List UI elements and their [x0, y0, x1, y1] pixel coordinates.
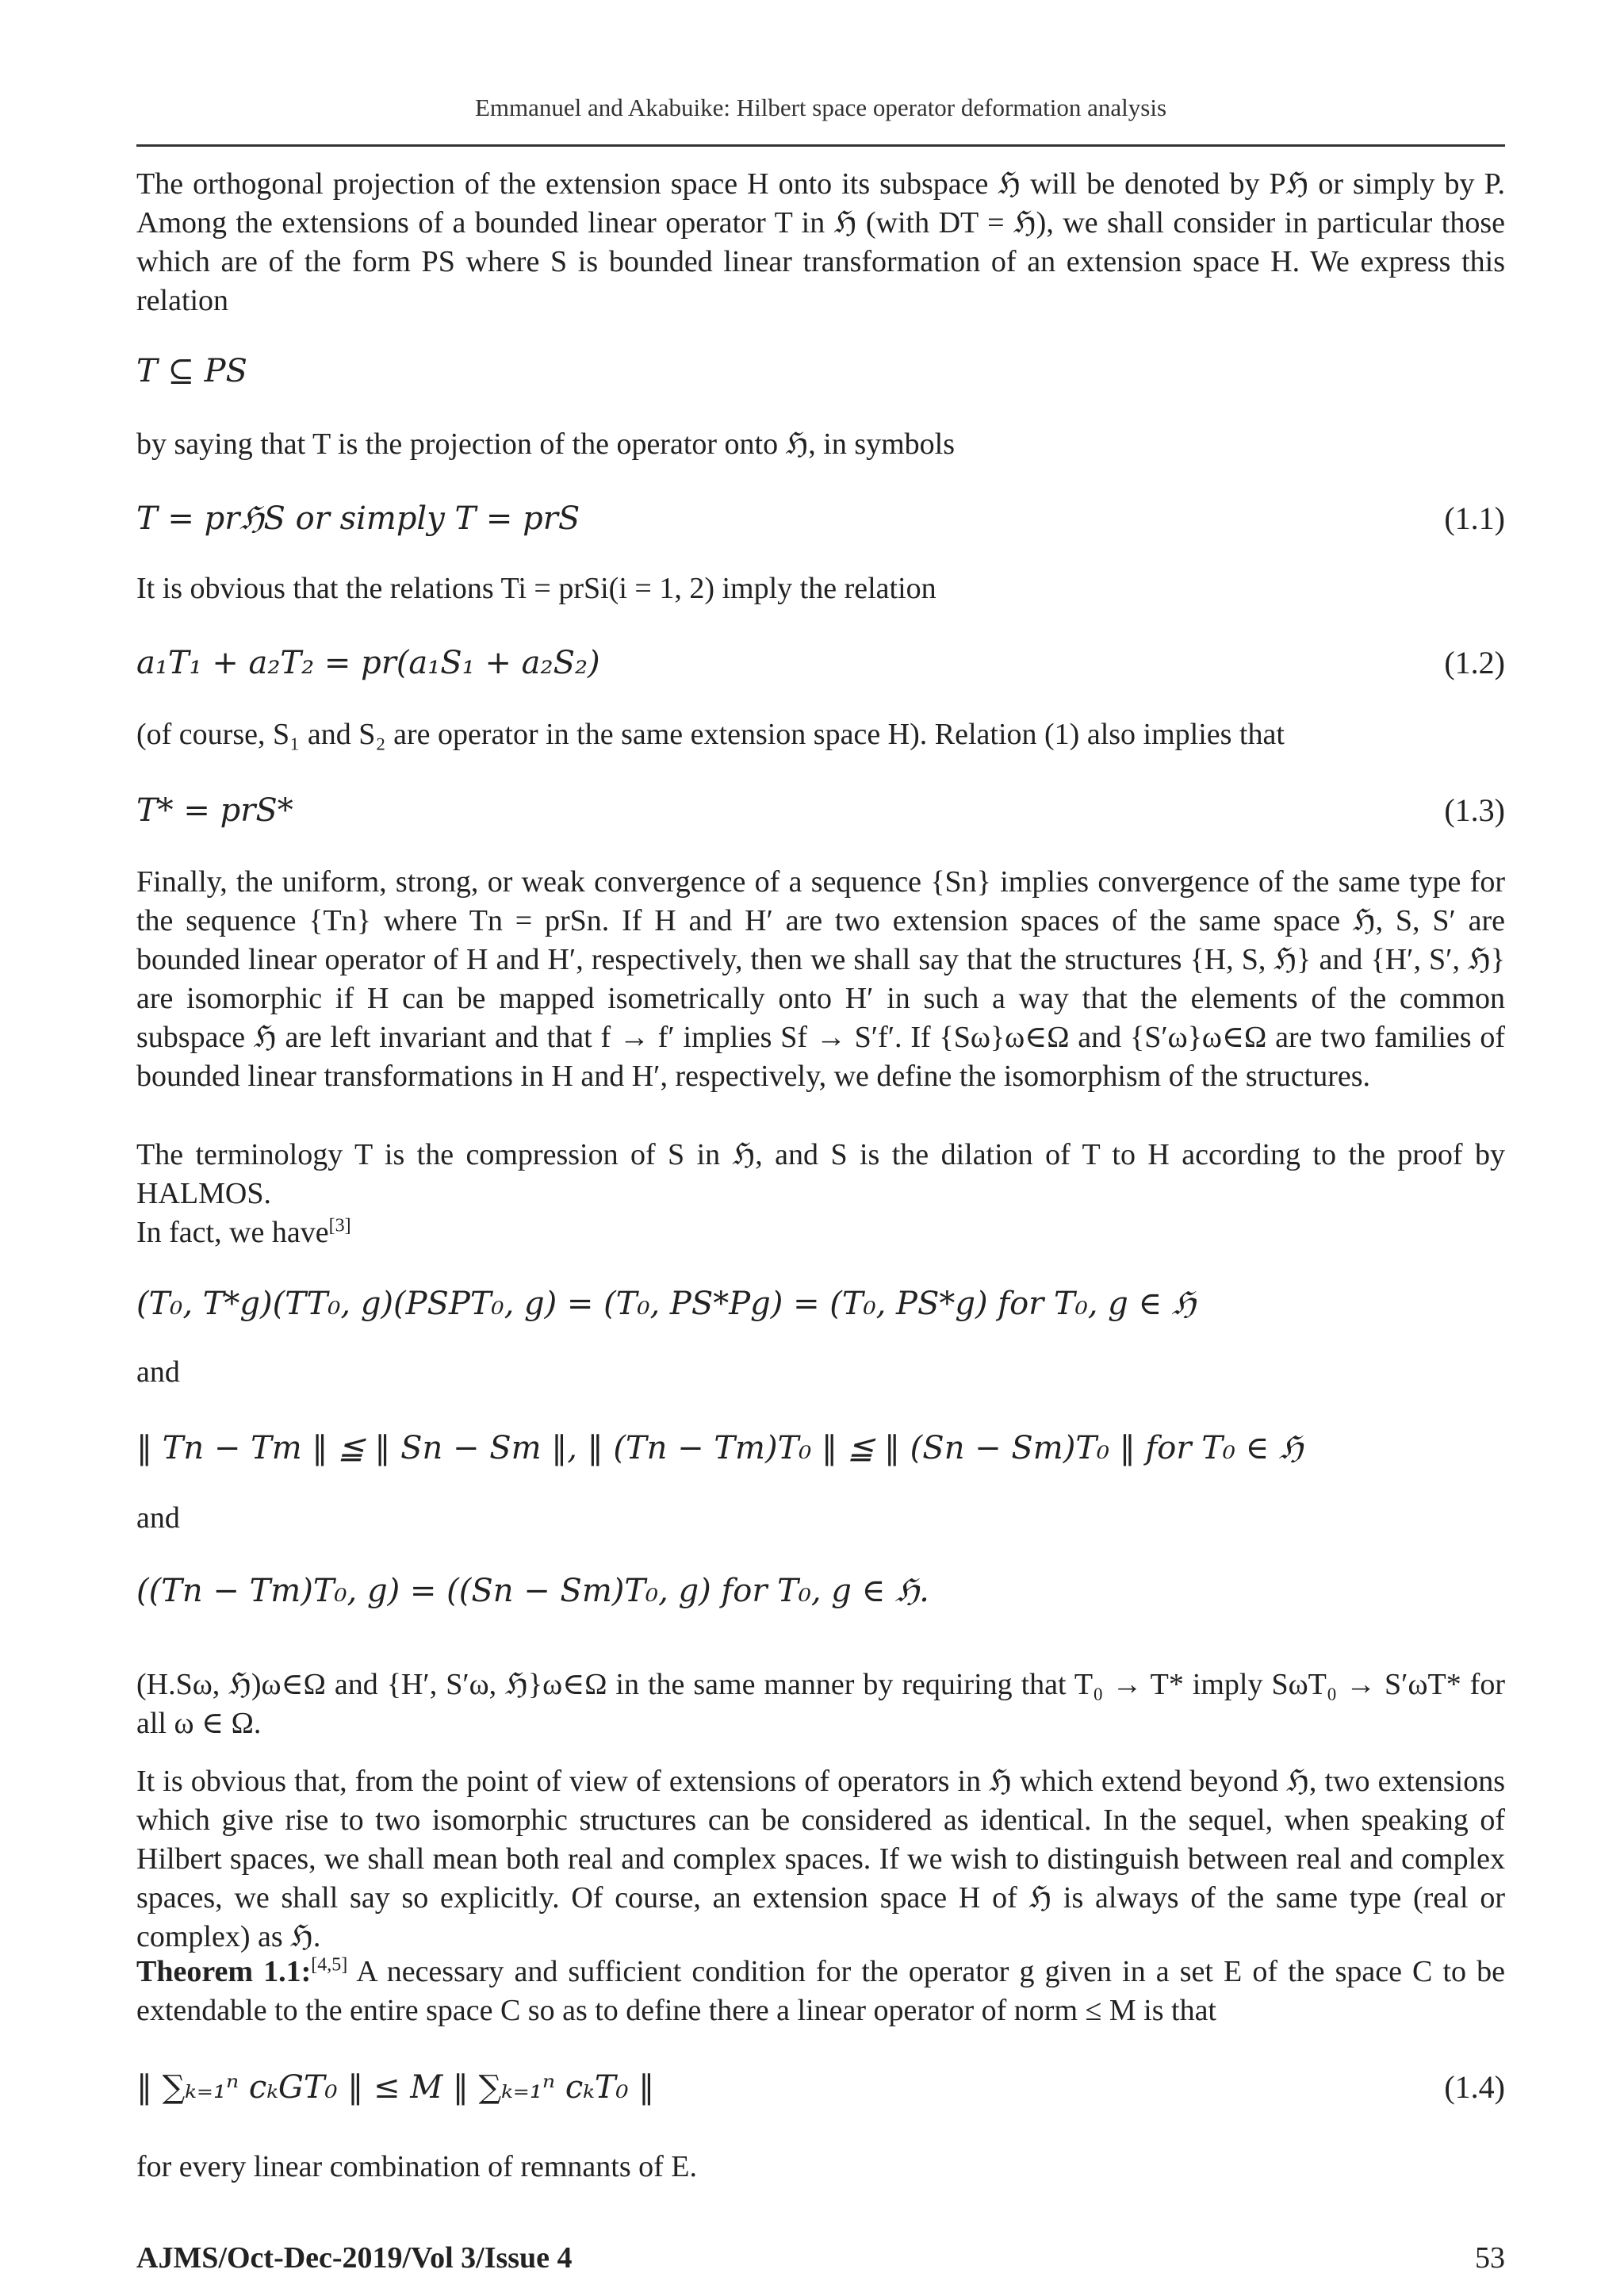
- equation-number: (1.4): [1444, 2069, 1505, 2105]
- running-header: Emmanuel and Akabuike: Hilbert space operator deformation analysis: [474, 94, 1167, 121]
- conjunction-and: and: [136, 1355, 180, 1389]
- equation-number: (1.3): [1444, 792, 1505, 828]
- equation-text: T ⊆ PS: [136, 353, 247, 389]
- paragraph-terminology: The terminology T is the compression of S in ℌ, and S is the dilation of T to H according to the proof by HALMOS.: [136, 1138, 1505, 1210]
- equation-1-2: [136, 644, 1505, 681]
- paragraph-relations: It is obvious that the relations Ti = prSi(i = 1, 2) imply the relation: [136, 572, 936, 605]
- equation-number: (1.1): [1444, 500, 1505, 536]
- paragraph-linear-combination: for every linear combination of remnants of E.: [136, 2150, 697, 2183]
- equation-norm-inequality: [136, 1429, 1505, 1466]
- equation-1-4: [136, 2068, 1505, 2106]
- paragraph-projection: The orthogonal projection of the extension space H onto its subspace ℌ will be denoted by Pℌ or simply by P. Among the extensions of a bounded linear operator T in ℌ (with DT = ℌ), we shall consider in particular those which are of the form PS where S is bounded linear transformation of an extension space H. We express this relation: [136, 167, 1505, 317]
- equation-1-3: [136, 792, 1505, 829]
- in-fact-text: In fact, we have: [136, 1216, 329, 1249]
- equation-1-1: [136, 500, 1505, 537]
- equation-text: a₁T₁ + a₂T₂ = pr(a₁S₁ + a₂S₂): [136, 645, 600, 681]
- header-rule: [136, 144, 1505, 147]
- paragraph-families: (H.Sω, ℌ)ω∈Ω and {H′, S′ω, ℌ}ω∈Ω in the same manner by requiring that T₀ → T* imply SωT₀ → S′ωT* for all ω ∈ Ω.: [136, 1668, 1505, 1740]
- paragraph-isomorphic-extensions: It is obvious that, from the point of view of extensions of operators in ℌ which extend beyond ℌ, two extensions which give rise to two isomorphic structures can be considered as identical. In the sequel, when speaking of Hilbert spaces, we shall mean both real and complex spaces. If we wish to distinguish between real and complex spaces, we shall say so explicitly. Of course, an extension space H of ℌ is always of the same type (real or complex) as ℌ.: [136, 1765, 1505, 1953]
- equation-text: T* = prS*: [136, 792, 293, 829]
- citation: [4,5]: [311, 1954, 348, 1976]
- paragraph-projection-symbol: by saying that T is the projection of the operator onto ℌ, in symbols: [136, 427, 956, 461]
- theorem-1-1: [136, 1953, 1505, 2030]
- theorem-text: A necessary and sufficient condition for the operator g given in a set E of the space C to be extendable to the entire space C so as to define there a linear operator of norm ≤ M is that: [136, 1955, 1505, 2027]
- equation-text: ‖ Tn − Tm ‖ ≦ ‖ Sn − Sm ‖, ‖ (Tn − Tm)T₀ ‖ ≦ ‖ (Sn − Sm)T₀ ‖ for T₀ ∈ ℌ: [136, 1430, 1304, 1466]
- paragraph-of-course: (of course, S₁ and S₂ are operator in the same extension space H). Relation (1) also implies that: [136, 718, 1285, 751]
- page-number: 53: [1475, 2241, 1505, 2275]
- equation-text: (T₀, T*g)(TT₀, g)(PSPT₀, g) = (T₀, PS*Pg) = (T₀, PS*g) for T₀, g ∈ ℌ: [136, 1286, 1196, 1322]
- equation-subset: [136, 352, 1505, 389]
- paragraph-convergence: Finally, the uniform, strong, or weak convergence of a sequence {Sn} implies convergence of the same type for the sequence {Tn} where Tn = prSn. If H and H′ are two extension spaces of the same space ℌ, S, S′ are bounded linear operator of H and H′, respectively, then we shall say that the structures {H, S, ℌ} and {H′, S′, ℌ} are isomorphic if H can be mapped isometrically onto H′ in such a way that the elements of the common subspace ℌ are left invariant and that f → f′ implies Sf → S′f′. If {Sω}ω∈Ω and {S′ω}ω∈Ω are two families of bounded linear transformations in H and H′, respectively, we define the isomorphism of the structures.: [136, 865, 1505, 1093]
- equation-inner-product: [136, 1285, 1505, 1322]
- equation-text: T = prℌS or simply T = prS: [136, 500, 580, 537]
- journal-footer: AJMS/Oct-Dec-2019/Vol 3/Issue 4: [136, 2241, 573, 2275]
- equation-text: ((Tn − Tm)T₀, g) = ((Sn − Sm)T₀, g) for T₀, g ∈ ℌ.: [136, 1573, 929, 1609]
- paragraph-in-fact: [136, 1213, 1505, 1252]
- citation: [3]: [328, 1215, 351, 1236]
- equation-text: ‖ ∑ₖ₌₁ⁿ cₖGT₀ ‖ ≤ M ‖ ∑ₖ₌₁ⁿ cₖT₀ ‖: [136, 2069, 655, 2106]
- equation-number: (1.2): [1444, 645, 1505, 680]
- conjunction-and: and: [136, 1501, 180, 1535]
- theorem-label: Theorem 1.1:: [136, 1955, 312, 1988]
- equation-difference: [136, 1572, 1505, 1609]
